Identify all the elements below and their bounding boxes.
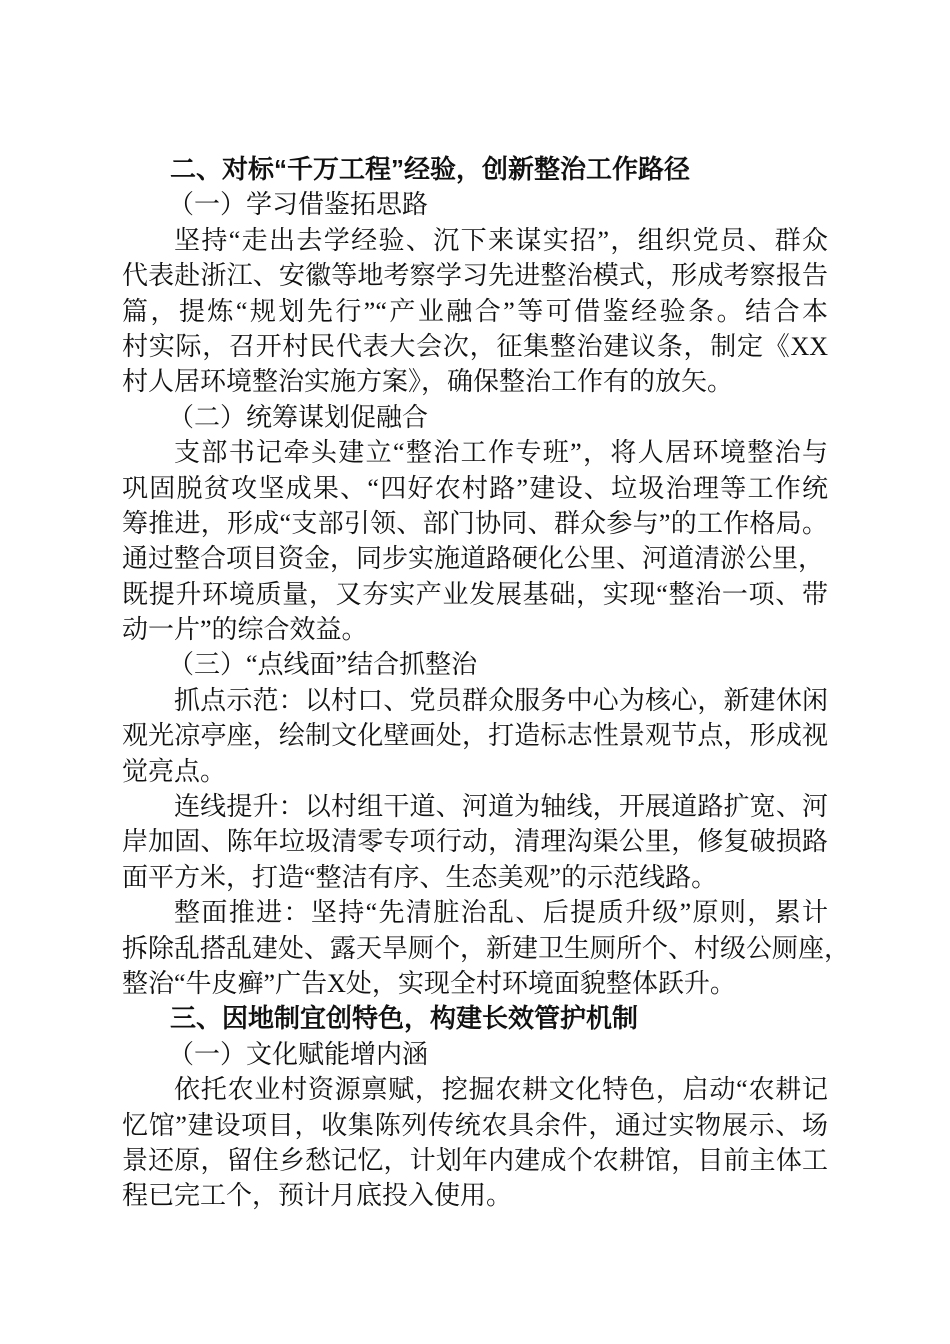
subsection-heading: （一）文化赋能增内涵: [168, 1039, 429, 1069]
paragraph-line: 忆馆”建设项目，收集陈列传统农具余件，通过实物展示、场: [122, 1110, 828, 1140]
section-heading: 三、因地制宜创特色，构建长效管护机制: [170, 1003, 639, 1034]
paragraph-line: 整治“牛皮癣”广告X处，实现全村环境面貌整体跃升。: [122, 968, 736, 998]
paragraph-line: 景还原，留住乡愁记忆，计划年内建成个农耕馆，目前主体工: [122, 1145, 828, 1175]
paragraph-line: 篇，提炼“规划先行”“产业融合”等可借鉴经验条。结合本: [122, 296, 828, 326]
paragraph-line: 程已完工个，预计月底投入使用。: [122, 1181, 513, 1211]
paragraph-line: 拆除乱搭乱建处、露天旱厕个，新建卫生厕所个、村级公厕座，: [122, 933, 851, 963]
paragraph-line: 巩固脱贫攻坚成果、“四好农村路”建设、垃圾治理等工作统: [122, 473, 828, 503]
paragraph-line: 通过整合项目资金，同步实施道路硬化公里、河道清淤公里，: [122, 544, 825, 574]
subsection-heading: （二）统筹谋划促融合: [168, 402, 429, 432]
paragraph-line: 岸加固、陈年垃圾清零专项行动，清理沟渠公里，修复破损路: [122, 827, 828, 857]
paragraph-line: 面平方米，打造“整洁有序、生态美观”的示范线路。: [122, 862, 718, 892]
subsection-heading: （三）“点线面”结合抓整治: [168, 650, 478, 680]
paragraph-line: 村实际，召开村民代表大会次，征集整治建议条，制定《XX: [122, 331, 828, 361]
paragraph-line: 连线提升：以村组干道、河道为轴线，开展道路扩宽、河: [174, 792, 828, 822]
subsection-heading: （一）学习借鉴拓思路: [168, 190, 429, 220]
paragraph-line: 抓点示范：以村口、党员群众服务中心为核心，新建休闲: [174, 685, 828, 715]
paragraph-line: 支部书记牵头建立“整治工作专班”，将人居环境整治与: [174, 438, 828, 468]
paragraph-line: 观光凉亭座，绘制文化壁画处，打造标志性景观节点，形成视: [122, 721, 828, 751]
paragraph-line: 村人居环境整治实施方案》，确保整治工作有的放矢。: [122, 367, 734, 397]
paragraph-line: 觉亮点。: [122, 756, 227, 786]
paragraph-line: 坚持“走出去学经验、沉下来谋实招”，组织党员、群众: [174, 225, 828, 255]
paragraph-line: 动一片”的综合效益。: [122, 615, 368, 645]
paragraph-line: 整面推进：坚持“先清脏治乱、后提质升级”原则，累计: [174, 898, 828, 928]
paragraph-line: 既提升环境质量，又夯实产业发展基础，实现“整治一项、带: [122, 579, 828, 609]
document-page: [122, 152, 851, 1214]
paragraph-line: 筹推进，形成“支部引领、部门协同、群众参与”的工作格局。: [122, 508, 828, 538]
paragraph-line: 依托农业村资源禀赋，挖掘农耕文化特色，启动“农耕记: [174, 1075, 828, 1105]
paragraph-line: 代表赴浙江、安徽等地考察学习先进整治模式，形成考察报告: [122, 261, 828, 291]
section-heading: 二、对标“千万工程”经验，创新整治工作路径: [170, 154, 691, 184]
